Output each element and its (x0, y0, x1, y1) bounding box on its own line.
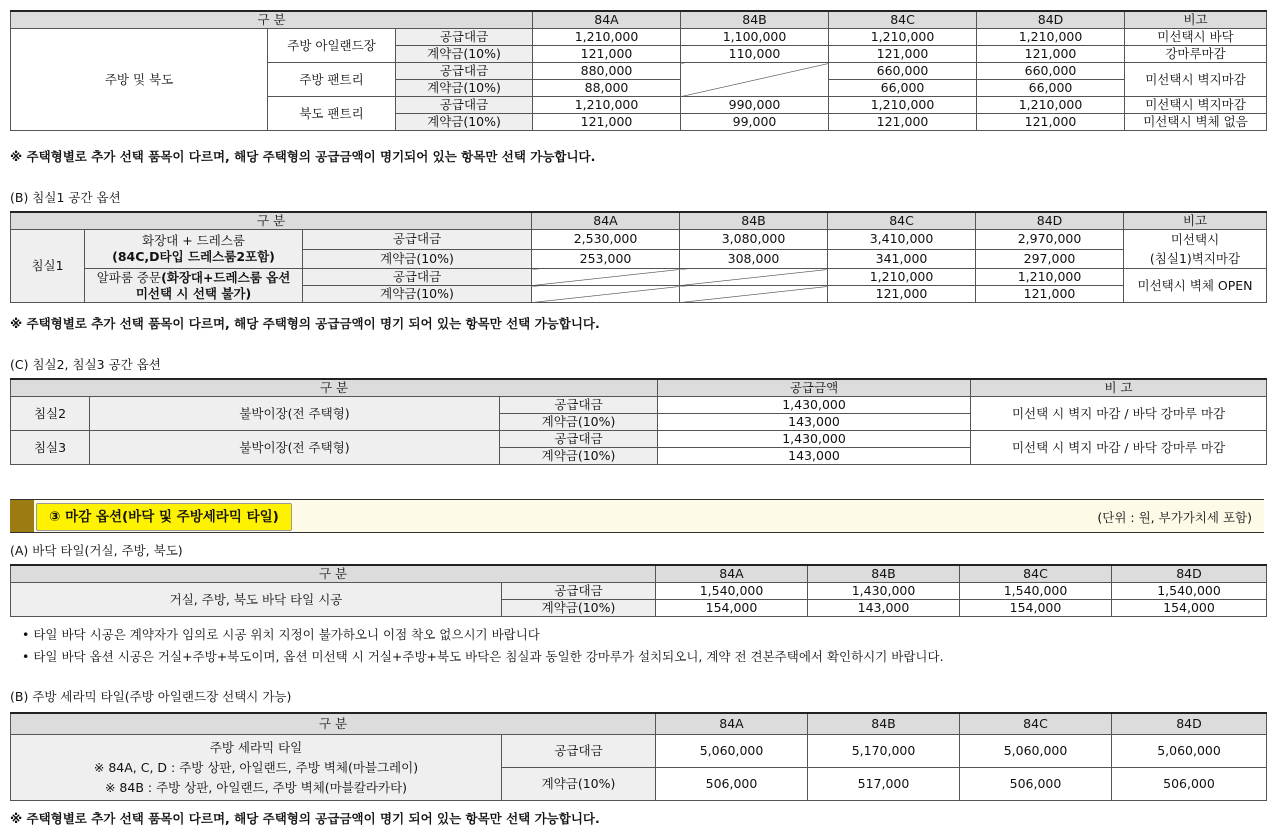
price-cell: 990,000 (681, 97, 829, 114)
price-cell: 1,210,000 (533, 29, 681, 46)
price-cell: 1,540,000 (656, 583, 808, 600)
supply-label: 공급대금 (502, 735, 656, 768)
price-cell: 660,000 (829, 63, 977, 80)
header-remark: 비고 (1124, 212, 1267, 230)
item-label: 거실, 주방, 북도 바닥 타일 시공 (11, 583, 502, 617)
not-applicable-cell (680, 269, 828, 286)
deposit-label: 계약금(10%) (396, 80, 533, 97)
price-cell: 506,000 (656, 768, 808, 801)
price-cell: 5,060,000 (1112, 735, 1267, 768)
banner-title: ③ 마감 옵션(바닥 및 주방세라믹 타일) (36, 503, 292, 531)
bullet-note: • 타일 바닥 옵션 시공은 거실+주방+북도이며, 옵션 미선택 시 거실+주방+북도 바닥은 침실과 동일한 강마루가 설치되오니, 계약 전 견본주택에서 확인하시기 바랍니다. (22, 649, 944, 664)
price-cell: 88,000 (533, 80, 681, 97)
supply-label: 공급대금 (303, 269, 532, 286)
header-84d: 84D (977, 11, 1125, 29)
header-84d: 84D (1112, 565, 1267, 583)
header-84d: 84D (976, 212, 1124, 230)
header-84b: 84B (681, 11, 829, 29)
price-cell: 121,000 (829, 114, 977, 131)
price-cell: 1,430,000 (658, 397, 971, 414)
banner-accent-block (10, 500, 34, 532)
price-cell: 121,000 (828, 286, 976, 303)
price-cell: 5,170,000 (808, 735, 960, 768)
item-label (11, 735, 502, 801)
price-cell: 121,000 (533, 114, 681, 131)
section-title: (B) 침실1 공간 옵션 (10, 190, 121, 205)
header-84a: 84A (656, 565, 808, 583)
remark-cell: 미선택시 벽체 없음 (1125, 114, 1267, 131)
bedroom23-option-table (10, 378, 1267, 465)
remark-cell: 미선택시 바닥 (1125, 29, 1267, 46)
deposit-label: 계약금(10%) (500, 448, 658, 465)
price-cell: 1,210,000 (976, 269, 1124, 286)
not-applicable-cell (532, 269, 680, 286)
floor-tile-table (10, 564, 1267, 617)
price-cell: 297,000 (976, 249, 1124, 269)
price-cell: 110,000 (681, 46, 829, 63)
room-label: 침실3 (11, 431, 90, 465)
item-alpha-room-door (85, 269, 303, 303)
header-supply-amount: 공급금액 (658, 379, 971, 397)
deposit-label: 계약금(10%) (396, 114, 533, 131)
price-cell: 3,410,000 (828, 230, 976, 250)
price-cell: 660,000 (977, 63, 1125, 80)
item-line: (84C,D타입 드레스룸2포함) (112, 249, 275, 264)
price-cell: 253,000 (532, 249, 680, 269)
header-84b: 84B (680, 212, 828, 230)
kitchen-ceramic-tile-table (10, 712, 1267, 801)
item-line: 미선택 시 선택 불가) (135, 285, 252, 301)
remark-cell: 강마루마감 (1125, 46, 1267, 63)
price-cell: 880,000 (533, 63, 681, 80)
deposit-label: 계약금(10%) (502, 768, 656, 801)
supply-label: 공급대금 (396, 63, 533, 80)
item-line: 주방 세라믹 타일 (209, 739, 303, 755)
item-hallway-pantry: 북도 팬트리 (268, 97, 396, 131)
price-cell: 506,000 (960, 768, 1112, 801)
price-cell: 66,000 (829, 80, 977, 97)
remark-cell: 미선택시 벽지마감 (1125, 63, 1267, 97)
room-label: 침실2 (11, 397, 90, 431)
item-line: 화장대 + 드레스룸 (142, 233, 245, 248)
price-cell: 5,060,000 (960, 735, 1112, 768)
remark-cell: 미선택 시 벽지 마감 / 바닥 강마루 마감 (971, 431, 1267, 465)
price-cell: 506,000 (1112, 768, 1267, 801)
not-applicable-cell (532, 286, 680, 303)
item-kitchen-pantry: 주방 팬트리 (268, 63, 396, 97)
price-cell: 3,080,000 (680, 230, 828, 250)
price-cell: 99,000 (681, 114, 829, 131)
note-text: ※ 주택형별로 추가 선택 품목이 다르며, 해당 주택형의 공급금액이 명기 되어 있는 항목만 선택 가능합니다. (10, 811, 600, 826)
price-cell: 1,210,000 (977, 29, 1125, 46)
finish-options-banner (10, 499, 1264, 533)
price-cell: 308,000 (680, 249, 828, 269)
header-84c: 84C (960, 565, 1112, 583)
header-category: 구 분 (11, 713, 656, 735)
supply-label: 공급대금 (502, 583, 656, 600)
unit-note: (단위 : 원, 부가가치세 포함) (1097, 510, 1252, 525)
supply-label: 공급대금 (500, 431, 658, 448)
supply-label: 공급대금 (500, 397, 658, 414)
remark-cell (1124, 230, 1267, 269)
group-label: 주방 및 북도 (11, 29, 268, 131)
remark-line: (침실1)벽지마감 (1149, 251, 1241, 266)
header-84c: 84C (960, 713, 1112, 735)
kitchen-hallway-option-table (10, 10, 1267, 131)
header-84c: 84C (828, 212, 976, 230)
price-cell: 1,430,000 (658, 431, 971, 448)
note-text: ※ 주택형별로 추가 선택 품목이 다르며, 해당 주택형의 공급금액이 명기 되어 있는 항목만 선택 가능합니다. (10, 316, 600, 331)
remark-cell: 미선택 시 벽지 마감 / 바닥 강마루 마감 (971, 397, 1267, 431)
price-cell: 121,000 (977, 114, 1125, 131)
not-applicable-cell (681, 63, 829, 97)
price-cell: 341,000 (828, 249, 976, 269)
not-applicable-cell (680, 286, 828, 303)
item-text: 알파룸 중문 (96, 269, 162, 285)
price-cell: 1,540,000 (1112, 583, 1267, 600)
price-cell: 154,000 (656, 600, 808, 617)
note-text: ※ 주택형별로 추가 선택 품목이 다르며, 해당 주택형의 공급금액이 명기되어 있는 항목만 선택 가능합니다. (10, 149, 596, 164)
section-title: (C) 침실2, 침실3 공간 옵션 (10, 357, 161, 372)
item-line: ※ 84A, C, D : 주방 상판, 아일랜드, 주방 벽체(마블그레이) (93, 759, 419, 775)
price-cell: 121,000 (977, 46, 1125, 63)
item-vanity-dressroom (85, 230, 303, 269)
item-label: 불박이장(전 주택형) (90, 397, 500, 431)
header-84a: 84A (656, 713, 808, 735)
price-cell: 5,060,000 (656, 735, 808, 768)
deposit-label: 계약금(10%) (303, 286, 532, 303)
remark-cell: 미선택시 벽지마감 (1125, 97, 1267, 114)
header-84d: 84D (1112, 713, 1267, 735)
header-category: 구 분 (11, 565, 656, 583)
item-label: 불박이장(전 주택형) (90, 431, 500, 465)
price-cell: 1,540,000 (960, 583, 1112, 600)
supply-label: 공급대금 (396, 29, 533, 46)
item-text-bold: (화장대+드레스룸 옵션 (161, 269, 291, 285)
item-line (85, 270, 302, 286)
price-cell: 143,000 (658, 448, 971, 465)
price-cell: 154,000 (960, 600, 1112, 617)
price-cell: 1,210,000 (977, 97, 1125, 114)
price-cell: 1,430,000 (808, 583, 960, 600)
section-title: (A) 바닥 타일(거실, 주방, 북도) (10, 543, 183, 558)
price-cell: 66,000 (977, 80, 1125, 97)
header-84b: 84B (808, 713, 960, 735)
price-cell: 121,000 (533, 46, 681, 63)
price-cell: 1,210,000 (829, 29, 977, 46)
bedroom1-option-table (10, 211, 1267, 303)
remark-cell: 미선택시 벽체 OPEN (1124, 269, 1267, 303)
price-cell: 1,210,000 (533, 97, 681, 114)
price-cell: 154,000 (1112, 600, 1267, 617)
header-category: 구 분 (11, 212, 532, 230)
price-cell: 143,000 (808, 600, 960, 617)
header-remark: 비 고 (971, 379, 1267, 397)
item-line: ※ 84B : 주방 상판, 아일랜드, 주방 벽체(마블칼라카타) (104, 779, 408, 795)
header-category: 구 분 (11, 379, 658, 397)
price-cell: 1,210,000 (828, 269, 976, 286)
section-title: (B) 주방 세라믹 타일(주방 아일랜드장 선택시 가능) (10, 689, 292, 704)
deposit-label: 계약금(10%) (500, 414, 658, 431)
header-84c: 84C (829, 11, 977, 29)
header-84a: 84A (533, 11, 681, 29)
deposit-label: 계약금(10%) (502, 600, 656, 617)
supply-label: 공급대금 (303, 230, 532, 250)
price-cell: 121,000 (976, 286, 1124, 303)
deposit-label: 계약금(10%) (396, 46, 533, 63)
price-cell: 517,000 (808, 768, 960, 801)
remark-line: 미선택시 (1170, 232, 1220, 247)
price-cell: 1,210,000 (829, 97, 977, 114)
header-84b: 84B (808, 565, 960, 583)
header-category: 구 분 (11, 11, 533, 29)
supply-label: 공급대금 (396, 97, 533, 114)
item-kitchen-island: 주방 아일랜드장 (268, 29, 396, 63)
header-remark: 비고 (1125, 11, 1267, 29)
price-cell: 121,000 (829, 46, 977, 63)
group-label: 침실1 (11, 230, 85, 303)
deposit-label: 계약금(10%) (303, 249, 532, 269)
header-84a: 84A (532, 212, 680, 230)
price-cell: 1,100,000 (681, 29, 829, 46)
price-cell: 143,000 (658, 414, 971, 431)
price-cell: 2,970,000 (976, 230, 1124, 250)
price-cell: 2,530,000 (532, 230, 680, 250)
bullet-note: • 타일 바닥 시공은 계약자가 임의로 시공 위치 지정이 불가하오니 이점 착오 없으시기 바랍니다 (22, 627, 540, 642)
